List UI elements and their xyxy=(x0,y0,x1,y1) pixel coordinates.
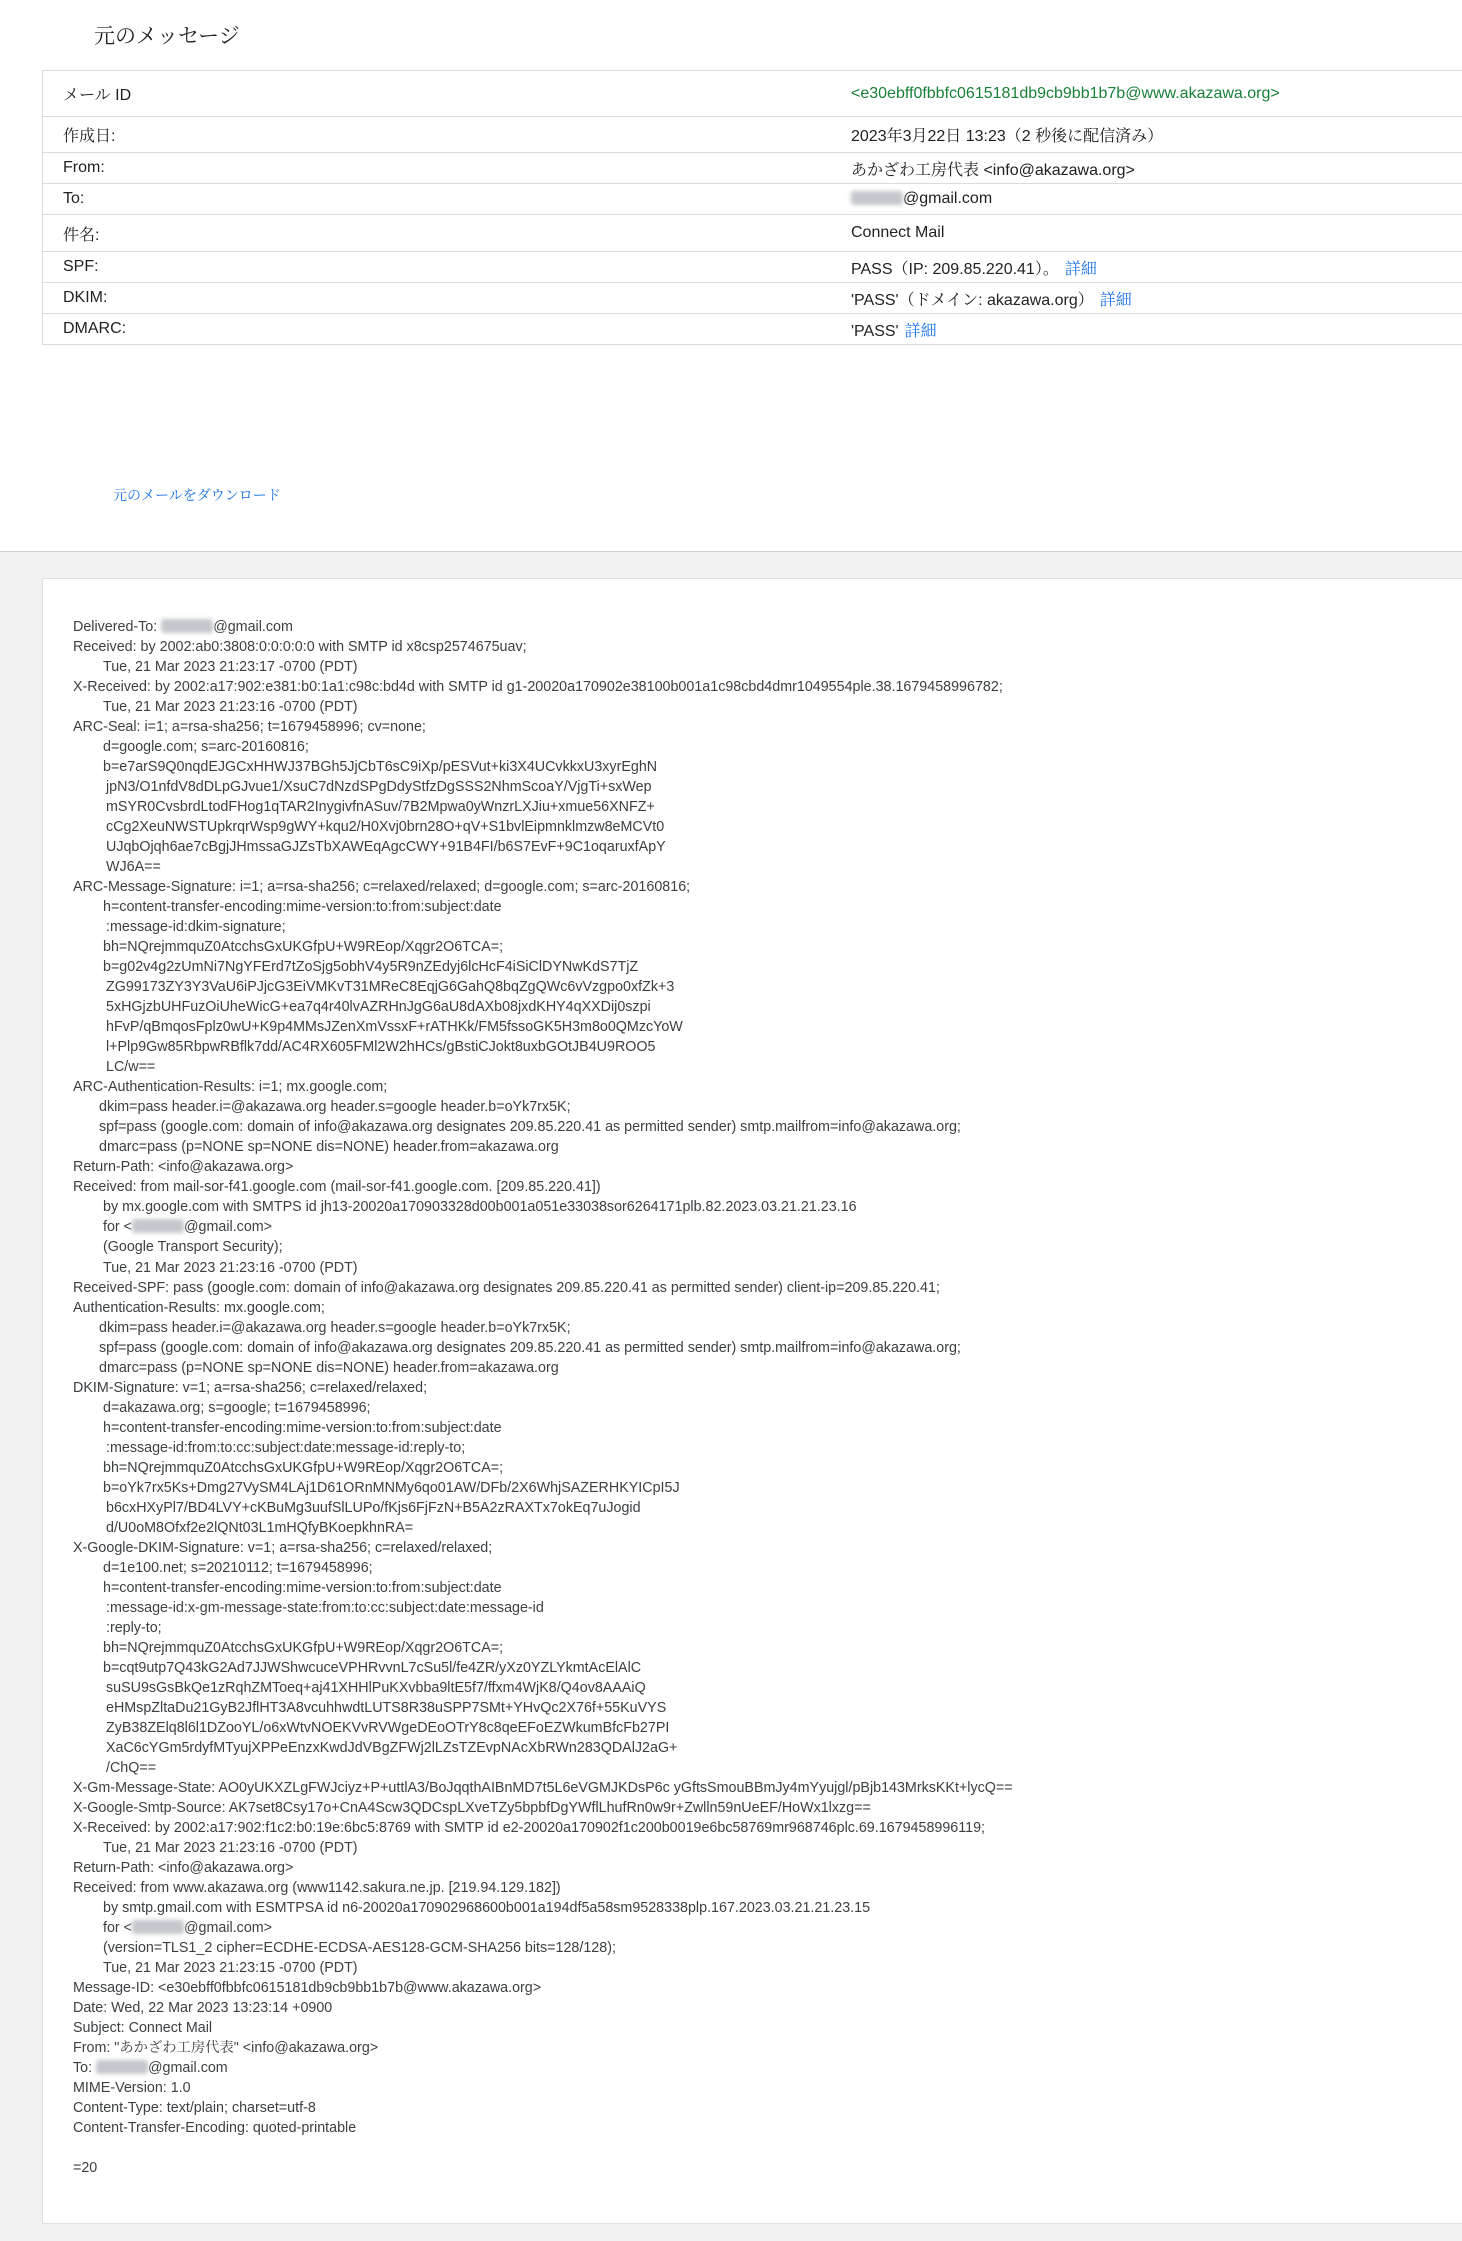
header-label-subject: 件名: xyxy=(63,226,100,244)
source-line: d/U0oM8Ofxf2e2lQNt03L1mHQfyBKoepkhnRA= xyxy=(106,1519,414,1536)
source-line: dkim=pass header.i=@akazawa.org header.s=google header.b=oYk7rx5K; xyxy=(99,1319,571,1336)
redacted-address xyxy=(132,1219,184,1233)
header-label-created: 作成日: xyxy=(63,128,116,145)
source-line: bh=NQrejmmquZ0AtcchsGxUKGfpU+W9REop/Xqgr2O6TCA=; xyxy=(103,1639,504,1656)
header-value-mail_id xyxy=(851,85,1280,103)
source-line: h=content-transfer-encoding:mime-version:to:from:subject:date xyxy=(103,899,502,916)
header-value-text: <e30ebff0fbbfc0615181db9cb9bb1b7b@www.akazawa.org> xyxy=(851,84,1280,102)
source-line: 5xHGjzbUHFuzOiUheWicG+ea7q4r40lvAZRHnJgG6aU8dAXb08jxdKHY4qXXDij0szpi xyxy=(106,999,651,1016)
raw-message-source xyxy=(73,617,1013,2178)
header-label-from: From: xyxy=(63,159,105,176)
source-line: dmarc=pass (p=NONE sp=NONE dis=NONE) header.from=akazawa.org xyxy=(99,1359,559,1376)
source-line: dkim=pass header.i=@akazawa.org header.s=google header.b=oYk7rx5K; xyxy=(99,1099,571,1116)
header-row-from xyxy=(43,153,1462,184)
source-line: d=google.com; s=arc-20160816; xyxy=(103,739,309,756)
source-line: Received: from mail-sor-f41.google.com (mail-sor-f41.google.com. [209.85.220.41]) xyxy=(73,1179,601,1196)
header-label-mail_id: メール ID xyxy=(63,87,132,104)
source-line: X-Google-Smtp-Source: AK7set8Csy17o+CnA4Scw3QDCspLXveTZy5bpbfDgYWflLhufRn0w9r+Zwlln59nUeEF/HoWx1lxzg== xyxy=(73,1799,871,1816)
source-line: (Google Transport Security); xyxy=(103,1239,283,1256)
source-line: Tue, 21 Mar 2023 21:23:16 -0700 (PDT) xyxy=(103,699,358,716)
source-line xyxy=(73,2058,1013,2078)
header-value-text: 2023年3月22日 13:23（2 秒後に配信済み） xyxy=(851,128,1164,145)
source-line: Message-ID: <e30ebff0fbbfc0615181db9cb9bb1b7b@www.akazawa.org> xyxy=(73,1980,542,1997)
header-label-spf: SPF: xyxy=(63,258,99,275)
source-line: ZyB38ZElq8l6l1DZooYL/o6xWtvNOEKVvRVWgeDEoOTrY8c8qeEFoEZWkumBfcFb27PI xyxy=(106,1719,670,1736)
source-line-post: @gmail.com> xyxy=(184,1219,273,1236)
header-value-spf xyxy=(851,256,1097,279)
source-line: X-Received: by 2002:a17:902:f1c2:b0:19e:6bc5:8769 with SMTP id e2-20020a170902f1c200b0019e6bc58769mr968746plc.69.1679458996119; xyxy=(73,1819,986,1836)
source-line: hFvP/qBmqosFplz0wU+K9p4MMsJZenXmVssxF+rATHKk/FM5fssoGK5H3m8o0QMzcYoW xyxy=(106,1019,683,1036)
source-line: Return-Path: <info@akazawa.org> xyxy=(73,1159,294,1176)
source-line: Content-Type: text/plain; charset=utf-8 xyxy=(73,2100,316,2117)
header-value-text: あかざわ工房代表 <info@akazawa.org> xyxy=(851,161,1135,179)
source-line-post: @gmail.com> xyxy=(184,1920,273,1937)
message-header-table xyxy=(42,70,1462,345)
source-line: WJ6A== xyxy=(106,859,161,876)
redacted-address xyxy=(96,2060,148,2074)
source-line: d=1e100.net; s=20210112; t=1679458996; xyxy=(103,1559,373,1576)
source-line: b6cxHXyPl7/BD4LVY+cKBuMg3uufSlLUPo/fKjs6FjFzN+B5A2zRAXTx7okEq7uJogid xyxy=(106,1499,641,1516)
source-line: Return-Path: <info@akazawa.org> xyxy=(73,1859,294,1876)
source-line: spf=pass (google.com: domain of info@akazawa.org designates 209.85.220.41 as permitted sender) smtp.mailfrom=info@akazawa.org; xyxy=(99,1119,961,1136)
raw-source-card xyxy=(42,578,1462,2224)
source-line: Received: by 2002:ab0:3808:0:0:0:0:0 with SMTP id x8csp2574675uav; xyxy=(73,639,527,656)
header-row-dmarc xyxy=(43,314,1462,345)
redacted-address xyxy=(132,1920,184,1934)
redacted-address xyxy=(851,191,903,205)
source-line: Tue, 21 Mar 2023 21:23:16 -0700 (PDT) xyxy=(103,1259,358,1276)
source-line: ARC-Message-Signature: i=1; a=rsa-sha256; c=relaxed/relaxed; d=google.com; s=arc-20160816; xyxy=(73,879,691,896)
source-line: :reply-to; xyxy=(106,1619,162,1636)
header-value-created xyxy=(851,123,1163,146)
source-line: LC/w== xyxy=(106,1059,156,1076)
header-row-subject xyxy=(43,215,1462,252)
source-line-pre: for < xyxy=(103,1219,133,1236)
header-value-from xyxy=(851,157,1135,180)
source-line: ARC-Authentication-Results: i=1; mx.google.com; xyxy=(73,1079,388,1096)
source-line: Received: from www.akazawa.org (www1142.sakura.ne.jp. [219.94.129.182]) xyxy=(73,1879,561,1896)
source-line xyxy=(73,2138,1013,2158)
source-line: cCg2XeuNWSTUpkrqrWsp9gWY+kqu2/H0Xvj0brn28O+qV+S1bvlEipmnklmzw8eMCVt0 xyxy=(106,819,665,836)
source-line xyxy=(73,1217,1013,1237)
source-line xyxy=(73,1918,1013,1938)
source-line: d=akazawa.org; s=google; t=1679458996; xyxy=(103,1399,371,1416)
download-original-link[interactable]: 元のメールをダウンロード xyxy=(113,487,281,503)
source-line: dmarc=pass (p=NONE sp=NONE dis=NONE) header.from=akazawa.org xyxy=(99,1139,559,1156)
header-row-created xyxy=(43,117,1462,153)
source-line: by mx.google.com with SMTPS id jh13-20020a170903328d00b001a051e33038sor6264171plb.82.2023.03.21.21.23.16 xyxy=(103,1199,857,1216)
source-line: :message-id:from:to:cc:subject:date:message-id:reply-to; xyxy=(106,1439,466,1456)
source-line: l+Plp9Gw85RbpwRBflk7dd/AC4RX605FMl2W2hHCs/gBstiCJokt8uxbGOtJB4U9ROO5 xyxy=(106,1039,656,1056)
source-line: DKIM-Signature: v=1; a=rsa-sha256; c=relaxed/relaxed; xyxy=(73,1379,428,1396)
header-label-dkim: DKIM: xyxy=(63,289,108,306)
source-line: Tue, 21 Mar 2023 21:23:17 -0700 (PDT) xyxy=(103,659,358,676)
header-label-dmarc: DMARC: xyxy=(63,320,127,337)
header-value-text: 'PASS'（ドメイン: akazawa.org） xyxy=(851,291,1094,309)
source-line: eHMspZltaDu21GyB2JflHT3A8vcuhhwdtLUTS8R38uSPP7SMt+YHvQc2X76f+55KuVYS xyxy=(106,1699,667,1716)
header-value-dmarc xyxy=(851,318,937,341)
source-line: h=content-transfer-encoding:mime-version:to:from:subject:date xyxy=(103,1579,502,1596)
header-row-dkim xyxy=(43,283,1462,314)
source-line-pre: Delivered-To: xyxy=(73,619,162,635)
source-line: Received-SPF: pass (google.com: domain of info@akazawa.org designates 209.85.220.41 as permitted sender) client-ip=209.85.220.41; xyxy=(73,1279,940,1296)
source-line: ZG99173ZY3Y3VaU6iPJjcG3EiVMKvT31MReC8EqjG6GahQ8bqZgQWc6vVzgpo0xfZk+3 xyxy=(106,979,675,996)
spf-details-link[interactable]: 詳細 xyxy=(1064,260,1097,278)
source-line: jpN3/O1nfdV8dDLpGJvue1/XsuC7dNzdSPgDdyStfzDgSSS2NhmScoaY/VjgTi+sxWep xyxy=(106,779,652,796)
source-line-pre: for < xyxy=(103,1920,133,1937)
source-line: Content-Transfer-Encoding: quoted-printable xyxy=(73,2120,357,2137)
source-line xyxy=(73,617,1013,637)
source-line: h=content-transfer-encoding:mime-version:to:from:subject:date xyxy=(103,1419,502,1436)
header-value-to xyxy=(851,190,992,208)
header-label-to: To: xyxy=(63,190,85,207)
source-line: X-Google-DKIM-Signature: v=1; a=rsa-sha256; c=relaxed/relaxed; xyxy=(73,1539,493,1556)
source-line: b=g02v4g2zUmNi7NgYFErd7tZoSjg5obhV4y5R9nZEdyj6lcHcF4iSiClDYNwKdS7TjZ xyxy=(103,959,639,976)
header-value-subject xyxy=(851,224,944,242)
source-line: Date: Wed, 22 Mar 2023 13:23:14 +0900 xyxy=(73,2000,333,2017)
header-value-dkim xyxy=(851,287,1132,310)
source-line: :message-id:dkim-signature; xyxy=(106,919,286,936)
dmarc-details-link[interactable]: 詳細 xyxy=(904,322,937,340)
source-line: (version=TLS1_2 cipher=ECDHE-ECDSA-AES128-GCM-SHA256 bits=128/128); xyxy=(103,1940,616,1957)
source-line: Authentication-Results: mx.google.com; xyxy=(73,1299,325,1316)
source-line: From: "あかざわ工房代表" <info@akazawa.org> xyxy=(73,2040,379,2057)
source-line: Tue, 21 Mar 2023 21:23:16 -0700 (PDT) xyxy=(103,1839,358,1856)
source-line: /ChQ== xyxy=(106,1759,157,1776)
source-line: X-Gm-Message-State: AO0yUKXZLgFWJciyz+P+uttlA3/BoJqqthAIBnMD7t5L6eVGMJKDsP6c yGftsSmouBBmJy4mYyujgl/pBjb143MrksKKt+lycQ== xyxy=(73,1779,1013,1796)
dkim-details-link[interactable]: 詳細 xyxy=(1099,291,1132,309)
source-line: bh=NQrejmmquZ0AtcchsGxUKGfpU+W9REop/Xqgr2O6TCA=; xyxy=(103,939,504,956)
source-line: MIME-Version: 1.0 xyxy=(73,2080,191,2097)
source-line: UJqbOjqh6ae7cBgjJHmssaGJZsTbXAWEqAgcCWY+91B4FI/b6S7EvF+9C1oqaruxfApY xyxy=(106,839,666,856)
header-value-text: 'PASS' xyxy=(851,322,899,340)
source-line: XaC6cYGm5rdyfMTyujXPPeEnzxKwdJdVBgZFWj2lLZsTZEvpNAcXbRWn283QDAlJ2aG+ xyxy=(106,1739,678,1756)
source-line: =20 xyxy=(73,2160,98,2177)
header-value-text: Connect Mail xyxy=(851,224,945,241)
source-line: b=cqt9utp7Q43kG2Ad7JJWShwcuceVPHRvvnL7cSu5l/fe4ZR/yXz0YZLYkmtAcElAlC xyxy=(103,1659,642,1676)
source-line: :message-id:x-gm-message-state:from:to:cc:subject:date:message-id xyxy=(106,1599,544,1616)
source-line: ARC-Seal: i=1; a=rsa-sha256; t=1679458996; cv=none; xyxy=(73,719,426,736)
source-line: b=oYk7rx5Ks+Dmg27VySM4LAj1D61ORnMNMy6qo01AW/DFb/2X6WhjSAZERHKYICpI5J xyxy=(103,1479,680,1496)
source-line: bh=NQrejmmquZ0AtcchsGxUKGfpU+W9REop/Xqgr2O6TCA=; xyxy=(103,1459,504,1476)
header-row-spf xyxy=(43,252,1462,283)
source-line: by smtp.gmail.com with ESMTPSA id n6-20020a170902968600b001a194df5a58sm9528338plp.167.2023.03.21.21.23.15 xyxy=(103,1900,871,1916)
redacted-address xyxy=(161,619,213,633)
source-line: suSU9sGsBkQe1zRqhZMToeq+aj41XHHlPuKXvbba9ltE5f7/ffxm4WjK8/Q4ov8AAAiQ xyxy=(106,1679,646,1696)
source-line: Subject: Connect Mail xyxy=(73,2020,213,2037)
header-row-to xyxy=(43,184,1462,215)
source-line: mSYR0CvsbrdLtodFHog1qTAR2InygivfnASuv/7B2Mpwa0yWnzrLXJiu+xmue56XNFZ+ xyxy=(106,799,655,816)
source-line: Tue, 21 Mar 2023 21:23:15 -0700 (PDT) xyxy=(103,1960,358,1977)
header-row-mail_id xyxy=(43,71,1462,117)
source-panel xyxy=(0,551,1462,2241)
source-line-post: @gmail.com xyxy=(148,2060,228,2077)
source-line: spf=pass (google.com: domain of info@akazawa.org designates 209.85.220.41 as permitted sender) smtp.mailfrom=info@akazawa.org; xyxy=(99,1339,961,1356)
source-line-post: @gmail.com xyxy=(213,619,293,635)
source-line: b=e7arS9Q0nqdEJGCxHHWJ37BGh5JjCbT6sC9iXp/pESVut+ki3X4UCvkkxU3xyrEghN xyxy=(103,759,658,776)
source-line: X-Received: by 2002:a17:902:e381:b0:1a1:c98c:bd4d with SMTP id g1-20020a170902e38100b001a1c98cbd4dmr1049554ple.38.1679458996782; xyxy=(73,679,1003,696)
page-title: 元のメッセージ xyxy=(94,25,240,48)
source-line-pre: To: xyxy=(73,2060,97,2077)
header-value-suffix: @gmail.com xyxy=(903,190,993,207)
header-value-text: PASS（IP: 209.85.220.41）。 xyxy=(851,260,1059,278)
